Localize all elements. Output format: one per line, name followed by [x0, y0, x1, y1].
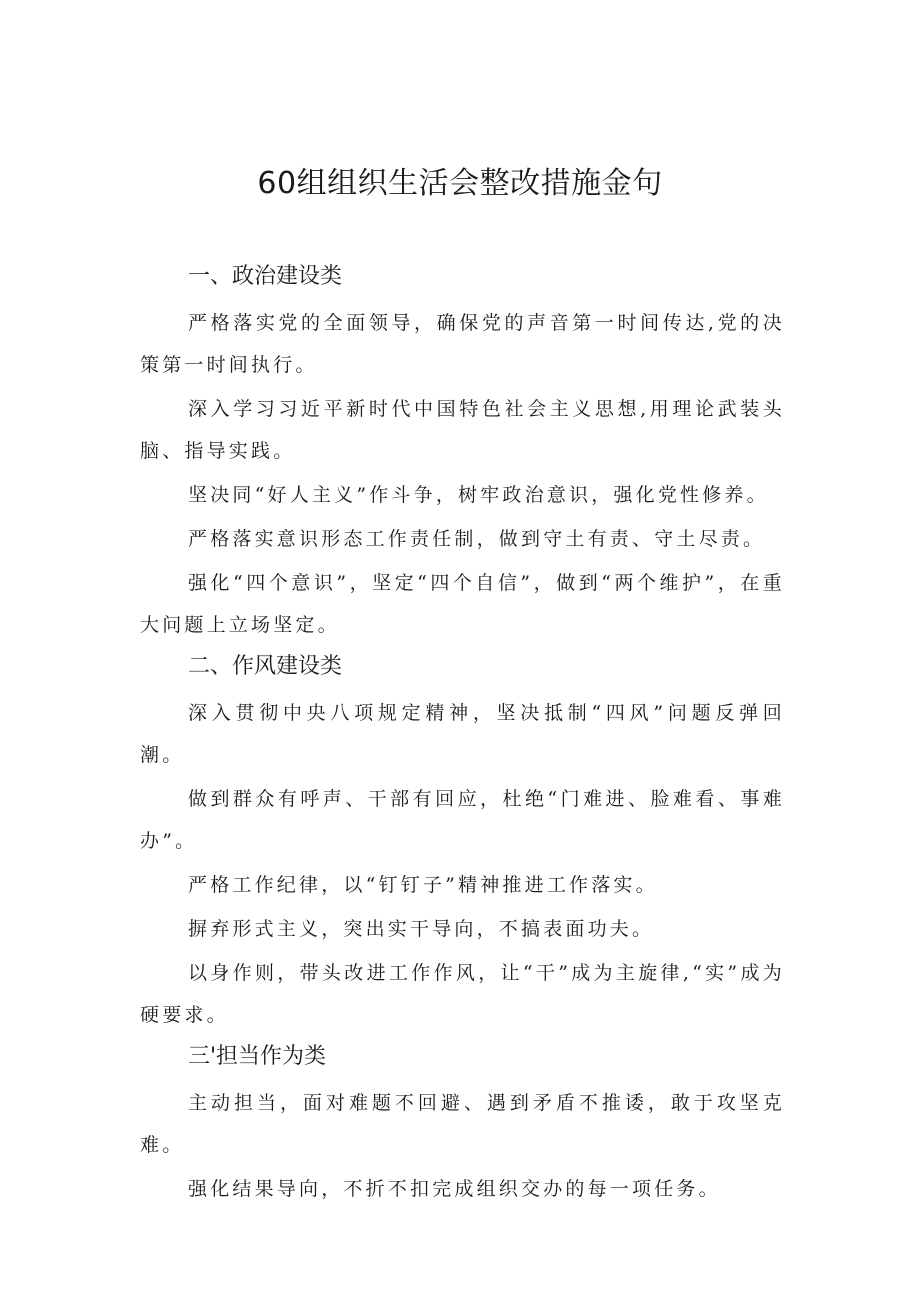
document-title: 60组组织生活会整改措施金句 [257, 166, 663, 201]
paragraph: 严格落实党的全面领导，确保党的声音第一时间传达,党的决策第一时间执行。 [140, 312, 785, 376]
paragraph: 强化“四个意识”，坚定“四个自信”，做到“两个维护”，在重大问题上立场坚定。 [140, 572, 785, 636]
section-responsibility [140, 1038, 785, 1210]
paragraph: 做到群众有呼声、干部有回应，杜绝“门难进、脸难看、事难办”。 [140, 788, 785, 852]
section-heading: 三'担当作为类 [188, 1044, 327, 1069]
paragraph: 摒弃形式主义，突出实干导向，不搞表面功夫。 [188, 918, 655, 940]
document-body [140, 258, 785, 1212]
paragraph: 主动担当，面对难题不回避、遇到矛盾不推诿，敢于攻坚克难。 [140, 1092, 785, 1156]
section-heading: 一、政治建设类 [188, 264, 343, 289]
section-heading: 二、作风建设类 [188, 654, 343, 679]
paragraph: 严格落实意识形态工作责任制，做到守土有责、守土尽责。 [188, 528, 766, 550]
paragraph: 以身作则，带头改进工作作风，让“干”成为主旋律,“实”成为硬要求。 [140, 962, 785, 1026]
section-political [140, 258, 785, 646]
paragraph: 坚决同“好人主义”作斗争，树牢政治意识，强化党性修养。 [188, 484, 769, 506]
section-work-style [140, 648, 785, 1036]
paragraph: 严格工作纪律，以“钉钉子”精神推进工作落实。 [188, 874, 658, 896]
paragraph: 强化结果导向，不折不扣完成组织交办的每一项任务。 [188, 1178, 721, 1200]
paragraph: 深入贯彻中央八项规定精神，坚决抵制“四风”问题反弹回潮。 [140, 702, 785, 766]
paragraph: 深入学习习近平新时代中国特色社会主义思想,用理论武装头脑、指导实践。 [140, 398, 785, 462]
